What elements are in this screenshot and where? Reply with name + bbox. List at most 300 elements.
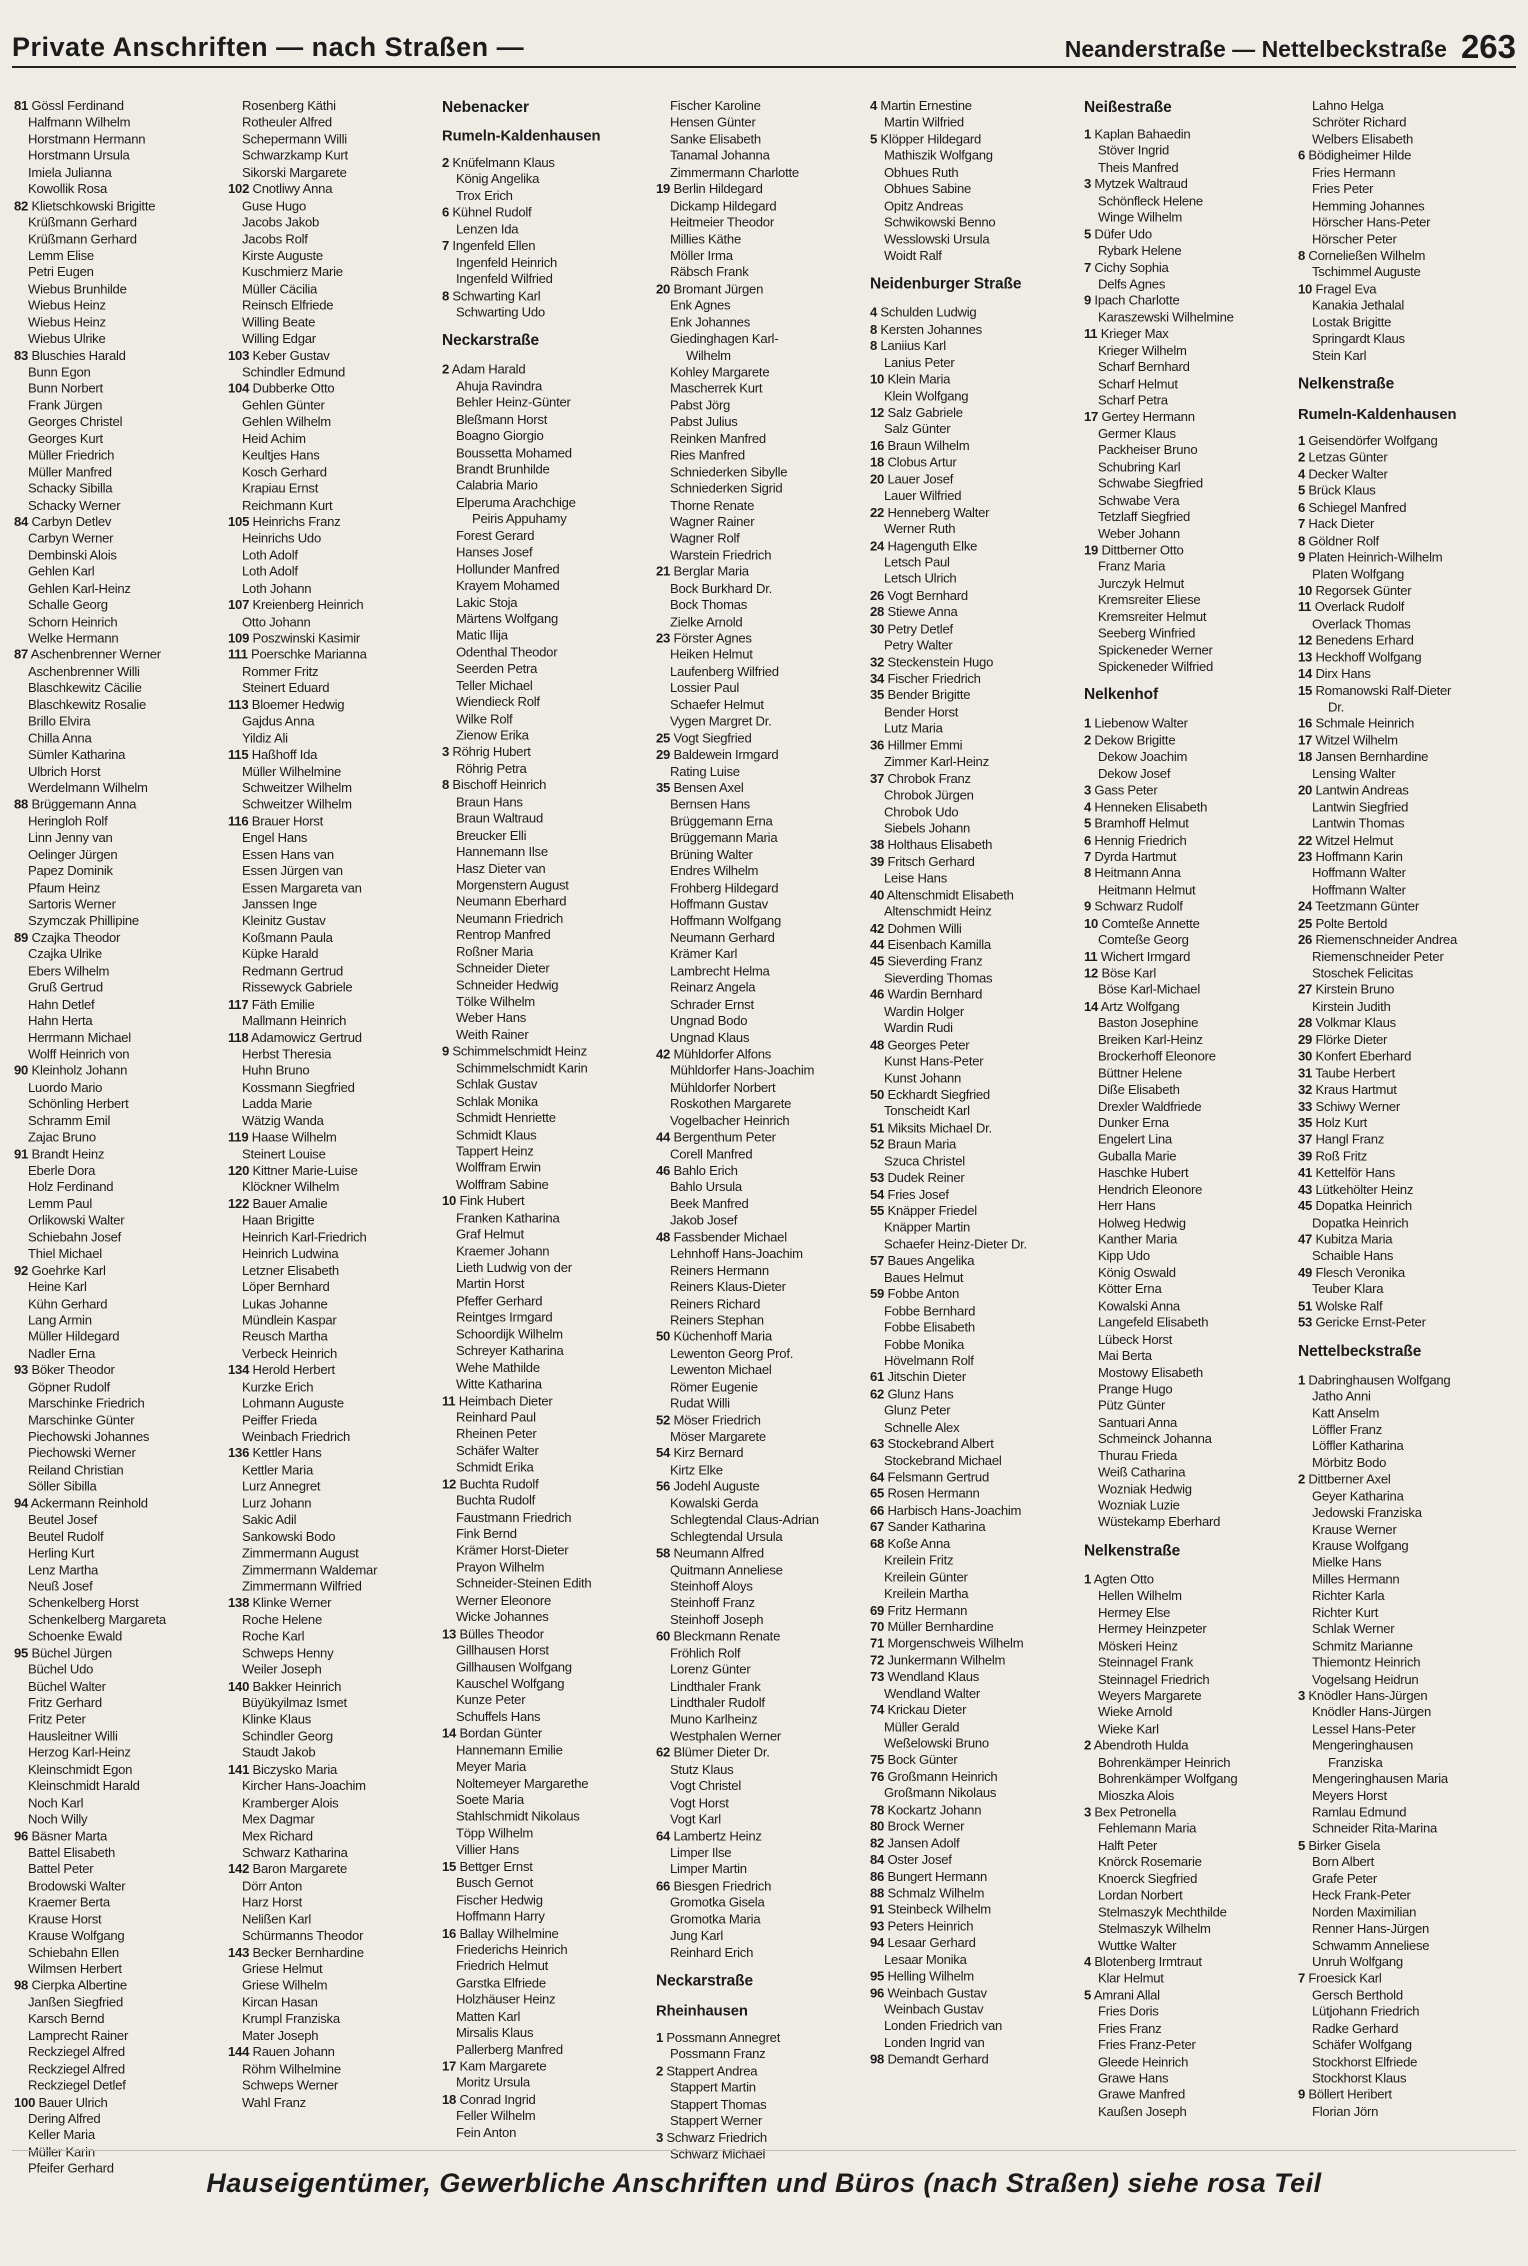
directory-entry: Mioszka Alois bbox=[1098, 1787, 1175, 1803]
resident-name: Fries Josef bbox=[884, 1186, 949, 1202]
directory-entry: Springardt Klaus bbox=[1312, 330, 1405, 347]
resident-name: Bordan Günter bbox=[456, 1725, 543, 1741]
street-heading: Nelkenstraße bbox=[1084, 1541, 1181, 1560]
resident-name: Flesch Veronika bbox=[1312, 1264, 1405, 1280]
directory-entry bbox=[870, 987, 1082, 1004]
directory-entry: Richter Karla bbox=[1312, 1587, 1385, 1604]
resident-name: Jansen Adolf bbox=[884, 1835, 960, 1851]
directory-entry: Fischer Karoline bbox=[670, 98, 761, 114]
resident-name: Rauen Johann bbox=[249, 2044, 335, 2060]
directory-entry bbox=[870, 1602, 1082, 1619]
directory-entry bbox=[1298, 248, 1510, 265]
directory-entry: Prange Hugo bbox=[1098, 1381, 1173, 1397]
directory-entry: Sieverding Thomas bbox=[884, 970, 993, 986]
directory-entry: Wiebus Brunhilde bbox=[28, 280, 127, 297]
directory-entry: Fein Anton bbox=[456, 2124, 517, 2140]
directory-entry bbox=[1298, 915, 1510, 932]
house-number: 78 bbox=[870, 1801, 885, 1818]
resident-name: Decker Walter bbox=[1305, 466, 1388, 482]
directory-entry: Lesaar Monika bbox=[884, 1951, 967, 1967]
directory-entry: Santuari Anna bbox=[1098, 1414, 1178, 1430]
directory-entry bbox=[1298, 1231, 1510, 1248]
directory-entry: Brillo Elvira bbox=[28, 713, 91, 729]
resident-name: Buchta Rudolf bbox=[456, 1476, 539, 1492]
directory-entry bbox=[1298, 1838, 1510, 1855]
directory-entry: Lenzen Ida bbox=[456, 221, 519, 237]
directory-entry: Heitmann Helmut bbox=[1098, 882, 1196, 898]
resident-name: Roß Fritz bbox=[1312, 1148, 1368, 1164]
directory-entry: Reintges Irmgard bbox=[456, 1309, 553, 1325]
house-number: 16 bbox=[1298, 715, 1313, 731]
directory-entry: Reusch Martha bbox=[242, 1328, 328, 1345]
directory-entry: Papez Dominik bbox=[28, 863, 113, 879]
resident-name: Amrani Allal bbox=[1091, 1987, 1160, 2003]
resident-name: Bettger Ernst bbox=[456, 1858, 533, 1874]
resident-name: Bahlo Erich bbox=[670, 1162, 738, 1178]
house-number: 20 bbox=[1298, 782, 1313, 798]
directory-entry: Bender Horst bbox=[884, 704, 959, 720]
directory-entry: Stappert Werner bbox=[670, 2113, 763, 2129]
directory-entry: Busch Gernot bbox=[456, 1875, 534, 1891]
directory-entry: Schlegtendal Claus-Adrian bbox=[670, 1511, 819, 1528]
directory-entry: Jung Karl bbox=[670, 1927, 724, 1944]
house-number: 82 bbox=[870, 1835, 885, 1851]
directory-entry bbox=[228, 597, 440, 614]
directory-entry: Grawe Hans bbox=[1098, 2070, 1169, 2086]
resident-name: Bauer Ulrich bbox=[35, 2094, 108, 2110]
directory-entry: Marschinke Friedrich bbox=[28, 1395, 145, 1411]
house-number: 32 bbox=[1298, 1081, 1313, 1097]
directory-entry: Wehe Mathilde bbox=[456, 1359, 540, 1375]
directory-entry: Schwarting Udo bbox=[456, 304, 545, 320]
directory-entry: Kremsreiter Helmut bbox=[1098, 608, 1207, 624]
directory-entry: Aschenbrenner Willi bbox=[28, 663, 140, 679]
directory-entry bbox=[1084, 799, 1296, 816]
directory-entry: Langefeld Elisabeth bbox=[1098, 1314, 1209, 1330]
directory-entry: Guballa Marie bbox=[1098, 1148, 1177, 1164]
directory-entry bbox=[14, 2094, 226, 2111]
resident-name: Martin Ernestine bbox=[877, 98, 972, 114]
directory-entry bbox=[442, 1626, 654, 1643]
directory-entry bbox=[442, 777, 654, 794]
directory-entry: Beek Manfred bbox=[670, 1195, 749, 1212]
directory-entry: Krause Horst bbox=[28, 1911, 102, 1927]
house-number: 136 bbox=[228, 1445, 250, 1461]
resident-name: Knödler Hans-Jürgen bbox=[1305, 1687, 1428, 1703]
directory-entry: Meyers Horst bbox=[1312, 1787, 1387, 1803]
directory-entry: Krause Werner bbox=[1312, 1521, 1397, 1537]
directory-entry: Hoffmann Walter bbox=[1312, 882, 1406, 898]
house-number: 44 bbox=[870, 936, 885, 953]
house-number: 116 bbox=[228, 813, 249, 829]
directory-entry bbox=[1298, 1148, 1510, 1165]
house-number: 10 bbox=[442, 1193, 457, 1209]
directory-entry: Söller Sibilla bbox=[28, 1478, 97, 1494]
directory-entry: Stelmaszyk Mechthilde bbox=[1098, 1904, 1227, 1920]
house-number: 24 bbox=[870, 537, 885, 553]
resident-name: Rosen Hermann bbox=[884, 1485, 980, 1502]
directory-entry: Kuschmierz Marie bbox=[242, 264, 343, 280]
directory-entry: Zajac Bruno bbox=[28, 1129, 96, 1145]
house-number: 28 bbox=[870, 604, 885, 620]
directory-entry: Welbers Elisabeth bbox=[1312, 131, 1414, 147]
house-number: 7 bbox=[1298, 1970, 1306, 1986]
resident-name: Ballay Wilhelmine bbox=[456, 1925, 559, 1941]
directory-entry: Letzner Elisabeth bbox=[242, 1262, 339, 1278]
house-number: 142 bbox=[228, 1861, 250, 1877]
district-heading: Rheinhausen bbox=[656, 2003, 748, 2020]
directory-entry: Londen Friedrich van bbox=[884, 2018, 1003, 2034]
house-number: 64 bbox=[870, 1469, 885, 1485]
directory-entry: Thurau Frieda bbox=[1098, 1447, 1177, 1463]
directory-entry: Bock Thomas bbox=[670, 597, 748, 613]
directory-entry bbox=[1084, 915, 1296, 932]
directory-entry: Hasz Dieter van bbox=[456, 860, 546, 876]
house-number: 41 bbox=[1298, 1164, 1313, 1181]
directory-entry: Scharf Helmut bbox=[1098, 375, 1178, 392]
directory-entry: Grawe Manfred bbox=[1098, 2087, 1185, 2103]
directory-entry: Reinsch Elfriede bbox=[242, 297, 334, 313]
directory-entry bbox=[870, 920, 1082, 937]
directory-entry: Müller Wilhelmine bbox=[242, 763, 342, 779]
directory-entry: Knoerck Siegfried bbox=[1098, 1870, 1198, 1886]
resident-name: Overlack Rudolf bbox=[1311, 599, 1405, 615]
directory-entry: Jakob Josef bbox=[670, 1212, 738, 1228]
house-number: 12 bbox=[870, 404, 885, 420]
directory-entry: Ries Manfred bbox=[670, 447, 745, 463]
directory-entry: Hendrich Eleonore bbox=[1098, 1181, 1203, 1197]
directory-entry: Willing Edgar bbox=[242, 330, 316, 347]
directory-entry: Pabst Jörg bbox=[670, 397, 731, 413]
directory-entry bbox=[1084, 899, 1296, 916]
directory-entry: Mex Dagmar bbox=[242, 1811, 315, 1827]
directory-entry bbox=[870, 1469, 1082, 1486]
directory-entry bbox=[1298, 899, 1510, 916]
resident-name: Flörke Dieter bbox=[1312, 1031, 1388, 1048]
directory-entry: Kipp Udo bbox=[1098, 1248, 1150, 1264]
directory-entry bbox=[1084, 832, 1296, 849]
directory-entry bbox=[442, 1925, 654, 1942]
house-number: 119 bbox=[228, 1129, 249, 1145]
directory-entry: Kaußen Joseph bbox=[1098, 2103, 1187, 2119]
directory-entry: Schlegtendal Ursula bbox=[670, 1528, 783, 1544]
directory-entry: Ladda Marie bbox=[242, 1096, 313, 1112]
directory-entry: Gajdus Anna bbox=[242, 713, 315, 729]
directory-entry: Herrmann Michael bbox=[28, 1029, 131, 1045]
footer-note: Hauseigentümer, Gewerbliche Anschriften und Büros (nach Straßen) siehe rosa Teil bbox=[206, 2168, 1322, 2198]
house-number: 5 bbox=[1084, 1987, 1092, 2003]
directory-entry bbox=[870, 1769, 1082, 1786]
directory-entry bbox=[14, 647, 226, 664]
resident-name: Cnotliwy Anna bbox=[249, 181, 333, 197]
resident-name: Braun Maria bbox=[884, 1136, 957, 1152]
directory-entry bbox=[870, 1902, 1082, 1919]
directory-entry bbox=[656, 1329, 868, 1346]
resident-name: Ackermann Reinhold bbox=[28, 1495, 148, 1511]
directory-entry: Heinrich Ludwina bbox=[242, 1245, 339, 1261]
directory-entry bbox=[228, 514, 440, 531]
page-header bbox=[12, 22, 1516, 68]
directory-entry: Fries Doris bbox=[1098, 2003, 1159, 2020]
street-heading: Neidenburger Straße bbox=[870, 275, 1022, 293]
directory-entry: Schniederken Sibylle bbox=[670, 463, 788, 480]
directory-entry: Schweps Henny bbox=[242, 1645, 334, 1661]
house-number: 22 bbox=[870, 504, 885, 520]
house-number: 51 bbox=[1298, 1297, 1313, 1314]
house-number: 10 bbox=[1084, 915, 1099, 931]
house-number: 35 bbox=[1298, 1114, 1313, 1131]
directory-entry: Tappert Heinz bbox=[456, 1143, 534, 1159]
directory-entry: Dr. bbox=[1328, 699, 1344, 715]
directory-entry: Hannemann Emilie bbox=[456, 1742, 563, 1758]
directory-entry: Weinbach Friedrich bbox=[242, 1428, 351, 1444]
directory-entry: Matic Ilija bbox=[456, 627, 508, 643]
directory-entry bbox=[870, 1037, 1082, 1054]
directory-entry: Stelmaszyk Wilhelm bbox=[1098, 1920, 1211, 1936]
directory-entry bbox=[870, 321, 1082, 338]
directory-entry bbox=[228, 1362, 440, 1379]
directory-entry: Altenschmidt Heinz bbox=[884, 903, 992, 919]
resident-name: Böker Theodor bbox=[28, 1362, 115, 1378]
resident-name: Röhrig Hubert bbox=[449, 744, 531, 760]
directory-entry: Witte Katharina bbox=[456, 1376, 542, 1392]
directory-entry: Büyükyilmaz Ismet bbox=[242, 1694, 347, 1711]
directory-entry: Vogt Horst bbox=[670, 1794, 729, 1810]
directory-entry: Petri Eugen bbox=[28, 264, 94, 280]
house-number: 102 bbox=[228, 181, 250, 197]
house-number: 66 bbox=[870, 1502, 885, 1518]
directory-entry bbox=[1298, 1048, 1510, 1065]
directory-entry: Schneider Dieter bbox=[456, 960, 550, 976]
directory-entry: Beutel Josef bbox=[28, 1511, 98, 1528]
resident-name: Bensen Axel bbox=[670, 780, 744, 796]
directory-entry: Mirsalis Klaus bbox=[456, 2024, 534, 2041]
directory-entry bbox=[1298, 633, 1510, 650]
directory-entry: Schorn Heinrich bbox=[28, 613, 118, 629]
directory-entry: Schmitz Marianne bbox=[1312, 1637, 1413, 1654]
resident-name: Baues Angelika bbox=[884, 1253, 975, 1269]
directory-entry: Lehnhoff Hans-Joachim bbox=[670, 1245, 803, 1261]
house-number: 39 bbox=[1298, 1148, 1313, 1164]
directory-entry: Ahuja Ravindra bbox=[456, 378, 543, 394]
directory-entry bbox=[14, 930, 226, 947]
directory-entry: Essen Hans van bbox=[242, 846, 334, 862]
directory-entry: Friedrich Helmut bbox=[456, 1958, 549, 1974]
directory-entry: Schneider Hedwig bbox=[456, 976, 559, 993]
directory-entry: Gersch Berthold bbox=[1312, 1987, 1403, 2003]
house-number: 30 bbox=[1298, 1048, 1313, 1064]
directory-entry: Schwarz Katharina bbox=[242, 1844, 348, 1860]
directory-entry: Lemm Paul bbox=[28, 1195, 92, 1212]
directory-entry: Otto Johann bbox=[242, 613, 311, 629]
resident-name: Miksits Michael Dr. bbox=[884, 1119, 992, 1136]
resident-name: Schmalz Wilhelm bbox=[884, 1885, 985, 1901]
house-number: 50 bbox=[656, 1328, 671, 1345]
directory-entry: Knäpper Martin bbox=[884, 1219, 971, 1235]
directory-entry: Kauschel Wolfgang bbox=[456, 1675, 565, 1691]
house-number: 1 bbox=[1298, 432, 1306, 449]
directory-entry bbox=[656, 747, 868, 764]
resident-name: Georges Peter bbox=[884, 1036, 970, 1052]
house-number: 3 bbox=[442, 744, 450, 760]
house-number: 20 bbox=[656, 280, 671, 297]
house-number: 88 bbox=[870, 1885, 885, 1901]
directory-entry: Möller Irma bbox=[670, 247, 733, 263]
directory-entry bbox=[1084, 1804, 1296, 1821]
house-number: 18 bbox=[1298, 749, 1313, 765]
house-number: 46 bbox=[656, 1162, 671, 1178]
running-head bbox=[1065, 30, 1516, 66]
resident-name: Schwarz Rudolf bbox=[1091, 898, 1183, 914]
directory-entry: Kunst Johann bbox=[884, 1070, 962, 1086]
directory-entry: Hensen Günter bbox=[670, 114, 756, 130]
house-number: 46 bbox=[870, 986, 885, 1003]
house-number: 21 bbox=[656, 563, 671, 579]
directory-entry: Gehlen Karl bbox=[28, 563, 95, 579]
resident-name: Fragel Eva bbox=[1312, 280, 1377, 297]
directory-entry bbox=[1298, 599, 1510, 616]
directory-entry: Soete Maria bbox=[456, 1792, 524, 1808]
directory-entry: Müller Hildegard bbox=[28, 1328, 120, 1345]
resident-name: Dyrda Hartmut bbox=[1091, 848, 1177, 865]
directory-entry: Dembinski Alois bbox=[28, 547, 117, 563]
directory-entry: Ramlau Edmund bbox=[1312, 1804, 1407, 1820]
house-number: 10 bbox=[1298, 280, 1313, 297]
directory-entry: Orlikowski Walter bbox=[28, 1212, 125, 1228]
directory-entry bbox=[870, 1137, 1082, 1154]
directory-entry: Harz Horst bbox=[242, 1894, 303, 1910]
directory-entry: Lewenton Michael bbox=[670, 1362, 772, 1378]
directory-entry: Schäfer Wolfgang bbox=[1312, 2037, 1412, 2053]
directory-entry bbox=[870, 887, 1082, 904]
directory-entry: Fink Bernd bbox=[456, 1525, 517, 1542]
directory-entry: Morgenstern August bbox=[456, 877, 569, 893]
directory-entry: Letsch Paul bbox=[884, 554, 950, 570]
resident-name: Brock Werner bbox=[884, 1818, 965, 1834]
directory-entry: Heitmeier Theodor bbox=[670, 214, 774, 230]
directory-entry: Schindler Georg bbox=[242, 1728, 333, 1744]
directory-entry: Meyer Maria bbox=[456, 1758, 527, 1774]
directory-entry: Schuffels Hans bbox=[456, 1708, 541, 1725]
house-number: 30 bbox=[870, 620, 885, 637]
directory-entry: Tetzlaff Siegfried bbox=[1098, 508, 1191, 525]
house-number: 37 bbox=[870, 770, 885, 786]
street-heading: Neckarstraße bbox=[656, 1972, 754, 1990]
directory-entry: Kreilein Günter bbox=[884, 1569, 968, 1585]
house-number: 52 bbox=[870, 1136, 885, 1152]
house-number: 53 bbox=[870, 1169, 885, 1186]
directory-entry: Zimmermann Waldemar bbox=[242, 1561, 378, 1578]
directory-entry bbox=[870, 305, 1082, 322]
directory-entry: Frohberg Hildegard bbox=[670, 879, 779, 896]
directory-entry bbox=[1298, 649, 1510, 666]
house-number: 50 bbox=[870, 1086, 885, 1102]
directory-entry: Holweg Hedwig bbox=[1098, 1214, 1186, 1230]
resident-name: Dittberner Axel bbox=[1305, 1471, 1391, 1487]
directory-entry bbox=[1084, 1987, 1296, 2004]
house-number: 11 bbox=[1084, 325, 1098, 342]
directory-entry: Lamprecht Rainer bbox=[28, 2027, 129, 2043]
directory-entry: Haschke Hubert bbox=[1098, 1164, 1189, 1181]
house-number: 5 bbox=[870, 131, 878, 147]
directory-entry: Räbsch Frank bbox=[670, 264, 749, 280]
directory-entry: Weinbach Gustav bbox=[884, 2001, 984, 2017]
house-number: 134 bbox=[228, 1362, 250, 1378]
directory-entry: Brüning Walter bbox=[670, 846, 753, 862]
directory-entry: Büchel Udo bbox=[28, 1661, 94, 1677]
resident-name: Jansen Bernhardine bbox=[1312, 749, 1429, 765]
resident-name: Altenschmidt Elisabeth bbox=[884, 887, 1014, 903]
directory-entry: Peiris Appuhamy bbox=[472, 511, 567, 527]
resident-name: Sander Katharina bbox=[884, 1519, 986, 1535]
directory-entry bbox=[228, 381, 440, 398]
directory-entry: Hoffmann Wolfgang bbox=[670, 913, 781, 929]
directory-entry: Keller Maria bbox=[28, 2127, 95, 2143]
directory-entry bbox=[228, 1761, 440, 1778]
house-number: 3 bbox=[656, 2129, 664, 2145]
resident-name: Laniius Karl bbox=[877, 338, 946, 354]
house-number: 55 bbox=[870, 1203, 885, 1219]
house-number: 144 bbox=[228, 2044, 250, 2060]
directory-entry: Janssen Inge bbox=[242, 896, 317, 912]
house-number: 43 bbox=[1298, 1181, 1313, 1197]
house-number: 76 bbox=[870, 1768, 885, 1784]
resident-name: Stappert Andrea bbox=[663, 2063, 758, 2079]
directory-entry: Richter Kurt bbox=[1312, 1604, 1379, 1620]
directory-entry: Rudat Willi bbox=[670, 1395, 730, 1411]
directory-entry: Florian Jörn bbox=[1312, 2103, 1379, 2119]
house-number: 84 bbox=[870, 1851, 885, 1868]
directory-entry: Röhrig Petra bbox=[456, 760, 527, 776]
directory-entry: Stappert Martin bbox=[670, 2079, 756, 2095]
column-5 bbox=[868, 98, 1082, 2143]
house-number: 8 bbox=[870, 321, 878, 337]
house-number: 62 bbox=[870, 1386, 885, 1402]
directory-entry: Heck Frank-Peter bbox=[1312, 1887, 1411, 1903]
directory-entry: Jedowski Franziska bbox=[1312, 1504, 1422, 1520]
resident-name: Lauer Josef bbox=[884, 471, 954, 487]
directory-entry: Kleinitz Gustav bbox=[242, 913, 326, 929]
house-number: 28 bbox=[1298, 1015, 1313, 1031]
directory-entry: Schenkelberg Margareta bbox=[28, 1611, 166, 1627]
directory-entry bbox=[1298, 749, 1510, 766]
directory-entry bbox=[1298, 1115, 1510, 1132]
house-number: 19 bbox=[1084, 542, 1099, 558]
resident-name: Bergenthum Peter bbox=[670, 1129, 776, 1145]
directory-entry: Lütjohann Friedrich bbox=[1312, 2003, 1420, 2020]
directory-entry: Schwarzkamp Kurt bbox=[242, 147, 348, 164]
directory-entry: Schröter Richard bbox=[1312, 114, 1407, 130]
resident-name: Henneken Elisabeth bbox=[1091, 798, 1208, 815]
directory-entry: Hövelmann Rolf bbox=[884, 1352, 974, 1368]
directory-entry bbox=[1298, 732, 1510, 749]
directory-entry: Werner Eleonore bbox=[456, 1592, 551, 1608]
directory-entry bbox=[870, 1436, 1082, 1453]
directory-entry bbox=[870, 438, 1082, 455]
directory-entry bbox=[14, 1978, 226, 1995]
directory-entry: Holz Ferdinand bbox=[28, 1179, 114, 1195]
house-number: 141 bbox=[228, 1761, 250, 1777]
directory-entry: Lemm Elise bbox=[28, 247, 94, 263]
directory-entry: Dunker Erna bbox=[1098, 1114, 1169, 1131]
directory-entry bbox=[1084, 782, 1296, 799]
directory-entry: Schwarz Michael bbox=[670, 2146, 766, 2162]
directory-entry bbox=[1298, 1472, 1510, 1489]
resident-name: Romanowski Ralf-Dieter bbox=[1312, 682, 1452, 698]
directory-entry: Milles Hermann bbox=[1312, 1571, 1400, 1587]
directory-entry bbox=[1298, 1082, 1510, 1099]
directory-entry: Yildiz Ali bbox=[242, 730, 288, 746]
